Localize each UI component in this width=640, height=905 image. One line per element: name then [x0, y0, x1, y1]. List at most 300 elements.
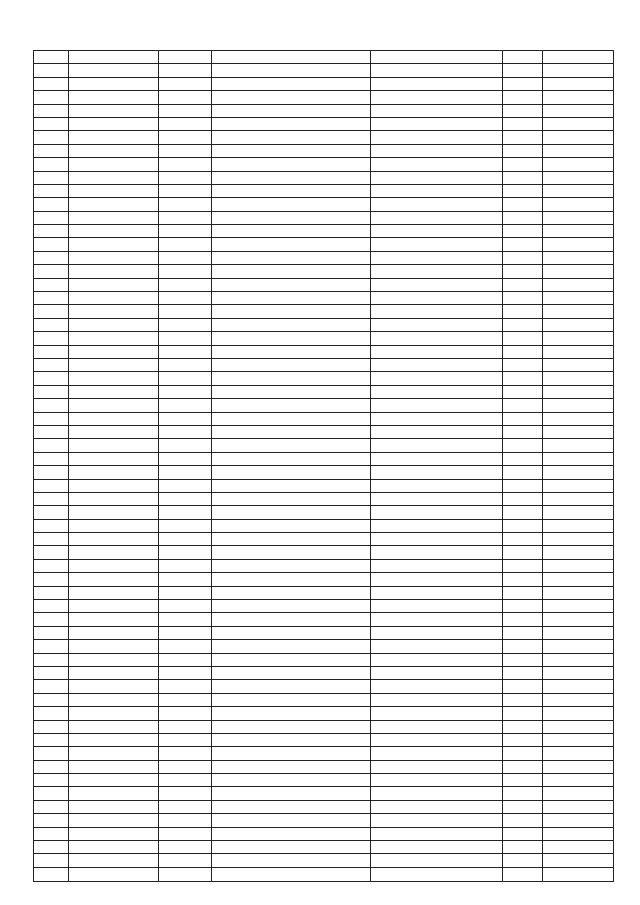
table-row	[34, 265, 614, 278]
table-cell	[371, 91, 503, 104]
table-cell	[212, 626, 371, 639]
table-cell	[543, 77, 614, 90]
table-cell	[543, 345, 614, 358]
table-cell	[212, 211, 371, 224]
table-cell	[371, 479, 503, 492]
table-cell	[543, 800, 614, 813]
table-cell	[69, 466, 159, 479]
table-cell	[159, 586, 212, 599]
table-cell	[503, 131, 543, 144]
table-cell	[69, 51, 159, 64]
table-cell	[543, 211, 614, 224]
table-cell	[34, 680, 69, 693]
table-cell	[371, 466, 503, 479]
table-cell	[34, 613, 69, 626]
table-cell	[69, 91, 159, 104]
table-cell	[212, 117, 371, 130]
table-cell	[34, 251, 69, 264]
table-cell	[543, 760, 614, 773]
table-cell	[371, 358, 503, 371]
table-cell	[159, 479, 212, 492]
table-cell	[212, 533, 371, 546]
table-cell	[543, 238, 614, 251]
table-cell	[159, 466, 212, 479]
table-cell	[69, 747, 159, 760]
table-cell	[543, 519, 614, 532]
table-cell	[371, 372, 503, 385]
table-cell	[34, 533, 69, 546]
table-cell	[212, 251, 371, 264]
table-cell	[69, 211, 159, 224]
table-cell	[503, 492, 543, 505]
table-cell	[503, 506, 543, 519]
table-row	[34, 425, 614, 438]
table-cell	[212, 680, 371, 693]
table-cell	[34, 399, 69, 412]
table-row	[34, 841, 614, 854]
table-cell	[69, 439, 159, 452]
table-cell	[371, 184, 503, 197]
table-row	[34, 533, 614, 546]
table-cell	[34, 827, 69, 840]
table-cell	[543, 841, 614, 854]
table-cell	[212, 131, 371, 144]
table-cell	[69, 399, 159, 412]
table-cell	[69, 64, 159, 77]
table-cell	[212, 77, 371, 90]
table-cell	[371, 867, 503, 881]
table-cell	[503, 144, 543, 157]
table-row	[34, 184, 614, 197]
table-cell	[503, 64, 543, 77]
table-cell	[69, 278, 159, 291]
table-cell	[371, 787, 503, 800]
table-cell	[159, 238, 212, 251]
table-row	[34, 318, 614, 331]
table-cell	[159, 318, 212, 331]
table-cell	[543, 586, 614, 599]
table-cell	[212, 158, 371, 171]
table-cell	[69, 358, 159, 371]
table-cell	[212, 466, 371, 479]
table-cell	[34, 77, 69, 90]
table-cell	[503, 466, 543, 479]
table-cell	[503, 77, 543, 90]
table-cell	[212, 144, 371, 157]
table-cell	[159, 506, 212, 519]
table-cell	[503, 425, 543, 438]
table-cell	[503, 827, 543, 840]
table-cell	[69, 559, 159, 572]
table-row	[34, 546, 614, 559]
table-row	[34, 305, 614, 318]
table-cell	[212, 666, 371, 679]
table-cell	[503, 800, 543, 813]
table-cell	[371, 452, 503, 465]
table-cell	[69, 452, 159, 465]
table-cell	[69, 104, 159, 117]
table-cell	[212, 278, 371, 291]
table-cell	[371, 77, 503, 90]
table-cell	[69, 238, 159, 251]
table-row	[34, 372, 614, 385]
table-cell	[503, 385, 543, 398]
table-cell	[212, 814, 371, 827]
table-row	[34, 144, 614, 157]
table-cell	[69, 827, 159, 840]
table-cell	[159, 760, 212, 773]
table-cell	[503, 251, 543, 264]
table-cell	[503, 854, 543, 867]
table-row	[34, 77, 614, 90]
table-cell	[371, 51, 503, 64]
table-cell	[159, 626, 212, 639]
table-cell	[159, 559, 212, 572]
table-cell	[503, 680, 543, 693]
table-cell	[159, 358, 212, 371]
table-cell	[543, 439, 614, 452]
table-cell	[159, 51, 212, 64]
table-cell	[543, 332, 614, 345]
table-row	[34, 814, 614, 827]
table-cell	[159, 198, 212, 211]
table-row	[34, 640, 614, 653]
table-cell	[543, 814, 614, 827]
table-cell	[159, 693, 212, 706]
table-cell	[159, 425, 212, 438]
table-cell	[34, 318, 69, 331]
table-cell	[503, 774, 543, 787]
table-cell	[371, 238, 503, 251]
table-cell	[34, 439, 69, 452]
table-cell	[34, 693, 69, 706]
table-cell	[212, 64, 371, 77]
table-row	[34, 131, 614, 144]
table-cell	[34, 787, 69, 800]
table-cell	[69, 814, 159, 827]
table-cell	[34, 385, 69, 398]
table-cell	[503, 707, 543, 720]
table-cell	[503, 533, 543, 546]
table-cell	[159, 278, 212, 291]
table-cell	[69, 492, 159, 505]
table-cell	[503, 345, 543, 358]
table-cell	[69, 171, 159, 184]
table-cell	[543, 774, 614, 787]
table-cell	[371, 305, 503, 318]
table-cell	[212, 800, 371, 813]
table-cell	[371, 345, 503, 358]
table-row	[34, 439, 614, 452]
table-cell	[543, 559, 614, 572]
table-cell	[69, 573, 159, 586]
table-cell	[371, 814, 503, 827]
table-cell	[212, 318, 371, 331]
table-cell	[503, 586, 543, 599]
table-cell	[503, 559, 543, 572]
table-cell	[212, 238, 371, 251]
table-cell	[543, 278, 614, 291]
table-cell	[543, 653, 614, 666]
table-cell	[503, 600, 543, 613]
table-cell	[69, 117, 159, 130]
table-cell	[159, 747, 212, 760]
table-cell	[34, 666, 69, 679]
table-cell	[371, 251, 503, 264]
table-cell	[212, 225, 371, 238]
table-cell	[543, 399, 614, 412]
table-cell	[212, 559, 371, 572]
table-cell	[212, 412, 371, 425]
table-cell	[159, 265, 212, 278]
table-row	[34, 117, 614, 130]
table-cell	[34, 653, 69, 666]
table-row	[34, 452, 614, 465]
table-cell	[34, 640, 69, 653]
table-cell	[159, 519, 212, 532]
table-cell	[159, 787, 212, 800]
table-cell	[159, 720, 212, 733]
table-cell	[371, 613, 503, 626]
table-row	[34, 225, 614, 238]
table-cell	[503, 640, 543, 653]
table-cell	[503, 452, 543, 465]
table-cell	[212, 586, 371, 599]
table-row	[34, 626, 614, 639]
table-row	[34, 586, 614, 599]
table-cell	[159, 412, 212, 425]
table-cell	[543, 292, 614, 305]
table-row	[34, 854, 614, 867]
table-cell	[543, 318, 614, 331]
table-cell	[34, 51, 69, 64]
table-row	[34, 492, 614, 505]
table-cell	[371, 774, 503, 787]
table-cell	[159, 854, 212, 867]
table-cell	[159, 292, 212, 305]
table-cell	[69, 77, 159, 90]
table-cell	[371, 399, 503, 412]
table-cell	[212, 305, 371, 318]
table-cell	[69, 506, 159, 519]
table-cell	[212, 841, 371, 854]
table-cell	[543, 600, 614, 613]
table-cell	[371, 720, 503, 733]
table-cell	[212, 707, 371, 720]
table-cell	[34, 733, 69, 746]
table-cell	[503, 158, 543, 171]
table-cell	[69, 425, 159, 438]
table-cell	[159, 814, 212, 827]
table-cell	[69, 412, 159, 425]
table-cell	[543, 787, 614, 800]
table-cell	[212, 613, 371, 626]
table-cell	[543, 747, 614, 760]
table-cell	[543, 158, 614, 171]
table-cell	[212, 104, 371, 117]
table-cell	[159, 533, 212, 546]
table-cell	[159, 680, 212, 693]
table-cell	[371, 800, 503, 813]
table-cell	[212, 345, 371, 358]
table-row	[34, 733, 614, 746]
table-row	[34, 827, 614, 840]
table-cell	[212, 439, 371, 452]
table-cell	[503, 171, 543, 184]
table-cell	[159, 666, 212, 679]
table-cell	[69, 332, 159, 345]
table-cell	[34, 131, 69, 144]
table-cell	[371, 117, 503, 130]
table-cell	[212, 265, 371, 278]
table-cell	[212, 492, 371, 505]
table-row	[34, 198, 614, 211]
table-cell	[371, 225, 503, 238]
table-cell	[69, 184, 159, 197]
table-cell	[159, 225, 212, 238]
table-cell	[34, 345, 69, 358]
table-cell	[34, 774, 69, 787]
table-cell	[503, 479, 543, 492]
table-cell	[69, 131, 159, 144]
table-cell	[503, 747, 543, 760]
table-cell	[212, 854, 371, 867]
table-row	[34, 680, 614, 693]
table-cell	[212, 573, 371, 586]
table-cell	[34, 854, 69, 867]
table-cell	[371, 492, 503, 505]
table-cell	[503, 372, 543, 385]
table-cell	[371, 318, 503, 331]
table-cell	[543, 225, 614, 238]
table-cell	[159, 64, 212, 77]
route-table	[33, 50, 614, 882]
table-cell	[371, 640, 503, 653]
table-cell	[371, 131, 503, 144]
table-cell	[371, 211, 503, 224]
table-cell	[34, 292, 69, 305]
table-cell	[371, 292, 503, 305]
table-cell	[34, 546, 69, 559]
table-cell	[69, 198, 159, 211]
table-cell	[371, 600, 503, 613]
table-cell	[503, 760, 543, 773]
table-cell	[543, 372, 614, 385]
table-row	[34, 720, 614, 733]
table-row	[34, 278, 614, 291]
table-cell	[34, 305, 69, 318]
table-cell	[371, 412, 503, 425]
table-cell	[503, 358, 543, 371]
table-cell	[159, 171, 212, 184]
table-cell	[503, 546, 543, 559]
table-cell	[159, 546, 212, 559]
table-cell	[212, 867, 371, 881]
table-cell	[212, 506, 371, 519]
table-cell	[69, 479, 159, 492]
table-cell	[371, 586, 503, 599]
table-cell	[69, 305, 159, 318]
table-cell	[212, 292, 371, 305]
table-cell	[159, 385, 212, 398]
table-cell	[543, 104, 614, 117]
table-cell	[212, 760, 371, 773]
table-cell	[159, 600, 212, 613]
table-cell	[212, 787, 371, 800]
table-cell	[543, 492, 614, 505]
table-cell	[543, 385, 614, 398]
table-cell	[543, 680, 614, 693]
table-cell	[371, 425, 503, 438]
table-row	[34, 573, 614, 586]
table-cell	[159, 305, 212, 318]
table-cell	[543, 707, 614, 720]
table-cell	[212, 720, 371, 733]
table-cell	[69, 733, 159, 746]
table-cell	[503, 211, 543, 224]
table-cell	[543, 640, 614, 653]
table-cell	[503, 51, 543, 64]
table-cell	[212, 546, 371, 559]
table-cell	[69, 707, 159, 720]
table-cell	[212, 171, 371, 184]
table-row	[34, 412, 614, 425]
table-cell	[34, 720, 69, 733]
table-row	[34, 707, 614, 720]
table-cell	[503, 666, 543, 679]
table-cell	[69, 841, 159, 854]
table-cell	[503, 573, 543, 586]
table-cell	[212, 774, 371, 787]
table-cell	[69, 519, 159, 532]
table-cell	[34, 707, 69, 720]
table-cell	[212, 425, 371, 438]
table-cell	[69, 251, 159, 264]
table-cell	[503, 439, 543, 452]
table-row	[34, 519, 614, 532]
table-cell	[69, 693, 159, 706]
table-cell	[212, 653, 371, 666]
table-cell	[503, 787, 543, 800]
table-cell	[159, 91, 212, 104]
table-cell	[159, 613, 212, 626]
table-cell	[159, 184, 212, 197]
table-cell	[69, 653, 159, 666]
table-cell	[69, 158, 159, 171]
table-cell	[212, 519, 371, 532]
table-cell	[371, 171, 503, 184]
table-cell	[371, 693, 503, 706]
table-cell	[543, 720, 614, 733]
table-cell	[543, 131, 614, 144]
table-cell	[503, 733, 543, 746]
table-cell	[159, 640, 212, 653]
table-cell	[543, 466, 614, 479]
table-cell	[34, 358, 69, 371]
table-cell	[543, 546, 614, 559]
table-cell	[543, 358, 614, 371]
table-cell	[543, 573, 614, 586]
table-cell	[503, 265, 543, 278]
table-cell	[159, 131, 212, 144]
table-cell	[159, 332, 212, 345]
table-cell	[503, 626, 543, 639]
table-cell	[159, 117, 212, 130]
table-cell	[503, 841, 543, 854]
table-cell	[371, 854, 503, 867]
table-row	[34, 559, 614, 572]
table-cell	[543, 171, 614, 184]
